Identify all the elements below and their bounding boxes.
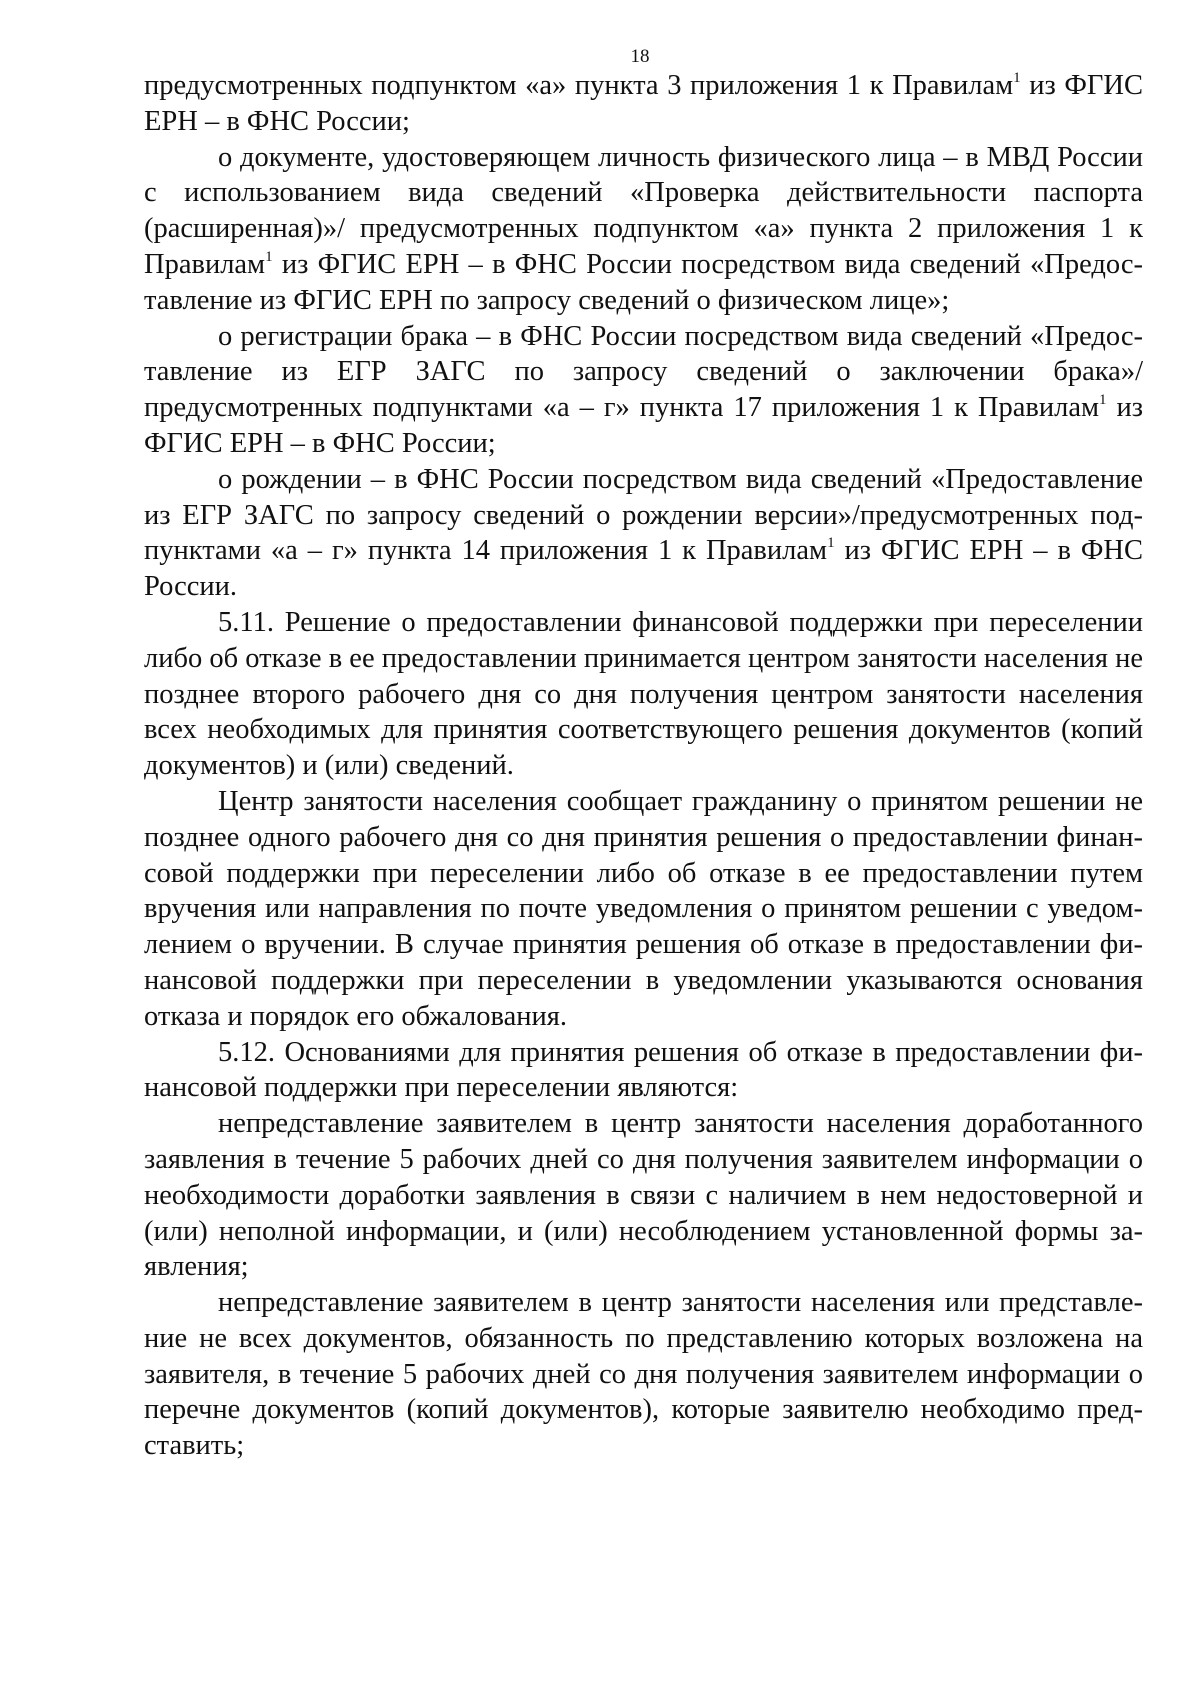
paragraph-text: о рождении – в ФНС России посредством вида сведений «Предоставление из ЕГР ЗАГС по запросу сведений о рождении версии»/предусмотренных подпунктами «а – г» пункта 14 приложения 1 к Правилам <box>144 463 1143 567</box>
paragraph <box>144 1106 1143 1285</box>
paragraph-text: о регистрации брака – в ФНС России посредством вида сведений «Предоставление из ЕГР ЗАГС по запросу сведений о заключении брака»/предусмотренных подпунктами «а – г» пункта 17 приложения 1 к Правилам <box>144 320 1143 424</box>
paragraph <box>144 1035 1143 1107</box>
paragraph-text: о документе, удостоверяющем личность физического лица – в МВД России с использованием вида сведений «Проверка действительности паспорта (расширенная)»/ предусмотренных подпунктом «а» пункта 2 приложения 1 к Правилам <box>144 141 1143 280</box>
footnote-mark: 1 <box>1099 392 1107 409</box>
paragraph <box>144 319 1143 462</box>
paragraph-text: из ФГИС ЕРН – в ФНС России посредством вида сведений «Предоставление из ФГИС ЕРН по запросу сведений о физическом лице»; <box>144 248 1143 316</box>
paragraph-text: 5.11. Решение о предоставлении финансовой поддержки при переселении либо об отказе в ее предоставлении принимается центром занятости населения не позднее второго рабочего дня со дня получения центром занятости населения всех необходимых для принятия соответствующего решения документов (копий документов) и (или) сведений. <box>144 606 1143 782</box>
paragraph-text: непредставление заявителем в центр занятости населения или представление не всех документов, обязанность по представлению которых возложена на заявителя, в течение 5 рабочих дней со дня получения заявителем информации о перечне документов (копий документов), которые заявителю необходимо представить; <box>144 1287 1143 1462</box>
paragraph <box>144 605 1143 784</box>
paragraph <box>144 462 1143 605</box>
paragraph <box>144 68 1143 140</box>
paragraph <box>144 1285 1143 1464</box>
paragraph-text: из ФГИС ЕРН – в ФНС России; <box>144 70 1143 137</box>
paragraph-text: непредставление заявителем в центр занятости населения доработанного заявления в течение 5 рабочих дней со дня получения заявителем информации о необходимости доработки заявления в связи с наличием в нем недостоверной и (или) неполной информации, и (или) несоблюдением установленной формы заявления; <box>144 1108 1143 1283</box>
paragraph-text: 5.12. Основаниями для принятия решения об отказе в предоставлении финансовой поддержки при переселении являются: <box>144 1036 1143 1104</box>
paragraph-text: предусмотренных подпунктом «а» пункта 3 приложения 1 к Правилам <box>144 70 1014 101</box>
footnote-mark: 1 <box>1013 70 1021 86</box>
page-number: 18 <box>630 46 650 67</box>
footnote-mark: 1 <box>827 535 835 552</box>
footnote-mark: 1 <box>265 248 273 265</box>
paragraph-text: из ФГИС ЕРН – в ФНС России. <box>144 535 1143 603</box>
paragraph-text: Центр занятости населения сообщает гражданину о принятом решении не позднее одного рабочего дня со дня принятия решения о предоставлении финансовой поддержки при переселении либо об отказе в ее предоставлении путем вручения или направления по почте уведомления о принятом решении с уведомлением о вручении. В случае принятия решения об отказе в предоставлении финансовой поддержки при переселении в уведомлении указываются основания отказа и порядок его обжалования. <box>144 785 1143 1032</box>
paragraph-text: из ФГИС ЕРН – в ФНС России; <box>144 392 1144 459</box>
paragraph <box>144 784 1143 1035</box>
document-body <box>144 68 1143 1464</box>
paragraph <box>144 140 1143 319</box>
